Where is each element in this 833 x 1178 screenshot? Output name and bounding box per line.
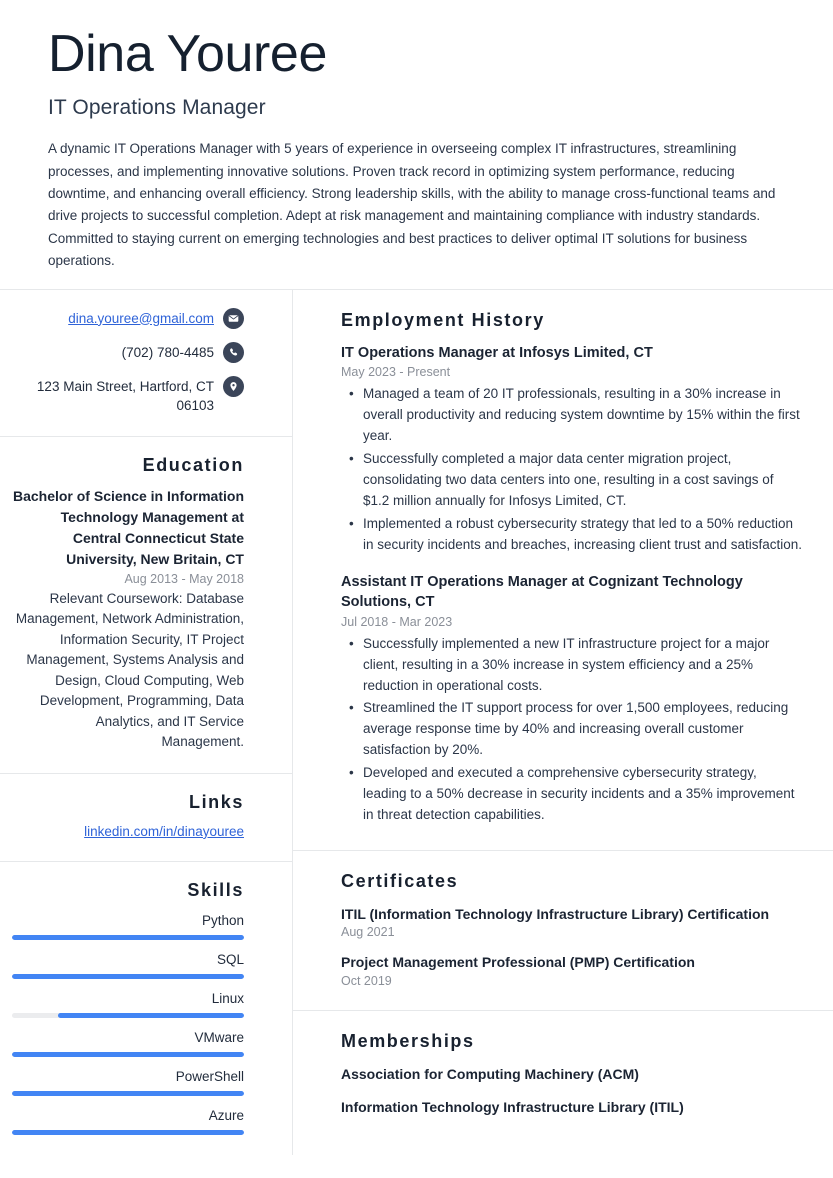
skills-block bbox=[0, 862, 292, 1155]
certificates-block bbox=[293, 851, 833, 1011]
resume-header bbox=[0, 0, 833, 289]
education-block bbox=[0, 437, 292, 774]
page-title: Dina Youree bbox=[48, 25, 327, 83]
skill-label: PowerShell bbox=[175, 1068, 244, 1084]
contact-row-phone[interactable] bbox=[12, 342, 244, 363]
job-bullet: • Streamlined the IT support process for over 1,500 employees, reducing average response time by 40% and increasing overall customer satisfaction by 20%. bbox=[363, 698, 803, 761]
education-heading: Education bbox=[142, 454, 244, 475]
skill-bar-track bbox=[12, 1052, 244, 1057]
membership-entry: Information Technology Infrastructure Library (ITIL) bbox=[341, 1098, 684, 1115]
job-title-subheading: IT Operations Manager bbox=[48, 96, 266, 120]
job-entry-date: May 2023 - Present bbox=[341, 365, 451, 380]
certificates-heading: Certificates bbox=[341, 871, 459, 891]
skill-item bbox=[12, 1108, 244, 1135]
skill-label: Python bbox=[201, 912, 244, 928]
skill-item bbox=[12, 913, 244, 940]
job-entry bbox=[341, 572, 803, 826]
link-item-linkedin[interactable]: linkedin.com/in/dinayouree bbox=[84, 823, 244, 839]
phone-value[interactable]: (702) 780-4485 bbox=[121, 344, 214, 360]
skill-bar-track bbox=[12, 935, 244, 940]
skill-label: Azure bbox=[208, 1107, 244, 1123]
skill-bar-fill bbox=[58, 1013, 244, 1018]
skill-label: Linux bbox=[211, 990, 244, 1006]
contact-details-block bbox=[0, 290, 292, 437]
employment-history-heading: Employment History bbox=[341, 309, 545, 330]
education-date: Aug 2013 - May 2018 bbox=[124, 571, 244, 586]
sidebar-column bbox=[0, 290, 293, 1155]
skill-item bbox=[12, 1030, 244, 1057]
memberships-heading: Memberships bbox=[341, 1030, 475, 1051]
job-entry-bullets bbox=[341, 634, 803, 826]
skills-heading: Skills bbox=[187, 879, 244, 900]
skill-bar-fill bbox=[12, 1130, 244, 1135]
phone-icon bbox=[223, 342, 244, 363]
job-entry-bullets bbox=[341, 384, 803, 555]
main-column bbox=[293, 290, 833, 1155]
map-pin-icon bbox=[223, 376, 244, 397]
skill-bar-track bbox=[12, 1130, 244, 1135]
certificate-entry bbox=[341, 904, 803, 939]
skill-label: VMware bbox=[194, 1029, 244, 1045]
contact-row-address[interactable] bbox=[12, 376, 244, 416]
job-bullet: • Successfully implemented a new IT infrastructure project for a major client, resulting in a 30% increase in system efficiency and a 25% reduction in operational costs. bbox=[363, 634, 803, 697]
employment-history-block bbox=[293, 290, 833, 851]
envelope-icon bbox=[223, 308, 244, 329]
skill-item bbox=[12, 991, 244, 1018]
professional-summary: A dynamic IT Operations Manager with 5 years of experience in overseeing complex IT infrastructures, streamlining processes, and implementing innovative solutions. Proven track record in optimizing system performance, reducing downtime, and enhancing overall efficiency. Strong leadership skills, with the ability to manage cross-functional teams and drive projects to successful completion. Adept at risk management and maintaining compliance with industry standards. Committed to staying current on emerging technologies and best practices to deliver optimal IT solutions for business operations. bbox=[48, 141, 776, 269]
job-entry-title: IT Operations Manager at Infosys Limited, CT bbox=[341, 344, 653, 361]
memberships-block bbox=[293, 1011, 833, 1140]
job-entry-title: Assistant IT Operations Manager at Cognizant Technology Solutions, CT bbox=[341, 573, 743, 611]
links-heading: Links bbox=[188, 791, 244, 812]
links-block bbox=[0, 774, 292, 862]
contact-row-email[interactable] bbox=[12, 308, 244, 329]
education-title: Bachelor of Science in Information Technology Management at Central Connecticut State University, New Britain, CT bbox=[12, 487, 244, 567]
certificate-entry bbox=[341, 952, 803, 987]
job-bullet: • Developed and executed a comprehensive cybersecurity strategy, leading to a 50% decrease in security incidents and a 35% improvement in threat detection capabilities. bbox=[363, 763, 803, 826]
skill-bar-track bbox=[12, 1091, 244, 1096]
resume-body bbox=[0, 289, 833, 1155]
certificate-date: Oct 2019 bbox=[341, 973, 392, 988]
job-entry-date: Jul 2018 - Mar 2023 bbox=[341, 614, 453, 629]
job-bullet: • Implemented a robust cybersecurity strategy that led to a 50% reduction in security incidents and breaches, increasing client trust and satisfaction. bbox=[363, 514, 803, 556]
skill-label: SQL bbox=[216, 951, 244, 967]
education-entry bbox=[12, 486, 244, 753]
skill-bar-track bbox=[12, 974, 244, 979]
job-entry bbox=[341, 343, 803, 556]
skill-bar-fill bbox=[12, 974, 244, 979]
certificate-name: Project Management Professional (PMP) Certification bbox=[341, 954, 695, 971]
skill-item bbox=[12, 1069, 244, 1096]
email-value[interactable]: dina.youree@gmail.com bbox=[68, 310, 214, 326]
skill-bar-fill bbox=[12, 935, 244, 940]
skill-bar-fill bbox=[12, 1091, 244, 1096]
skill-bar-fill bbox=[12, 1052, 244, 1057]
job-bullet: • Managed a team of 20 IT professionals, resulting in a 30% increase in overall productivity and reducing system downtime by 15% within the first year. bbox=[363, 384, 803, 447]
certificate-name: ITIL (Information Technology Infrastructure Library) Certification bbox=[341, 906, 770, 922]
education-description: Relevant Coursework: Database Management, Network Administration, Information Security, IT Project Management, Systems Analysis and Design, Cloud Computing, Web Development, Programming, Data Analytics, and IT Service Management. bbox=[15, 590, 244, 750]
skill-item bbox=[12, 952, 244, 979]
skill-bar-track bbox=[12, 1013, 244, 1018]
certificate-date: Aug 2021 bbox=[341, 925, 395, 940]
address-value[interactable]: 123 Main Street, Hartford, CT 06103 bbox=[36, 378, 214, 414]
job-bullet: • Successfully completed a major data center migration project, consolidating two data centers into one, resulting in a cost savings of $1.2 million annually for Infosys Limited, CT. bbox=[363, 449, 803, 512]
membership-entry: Association for Computing Machinery (ACM) bbox=[341, 1065, 639, 1082]
